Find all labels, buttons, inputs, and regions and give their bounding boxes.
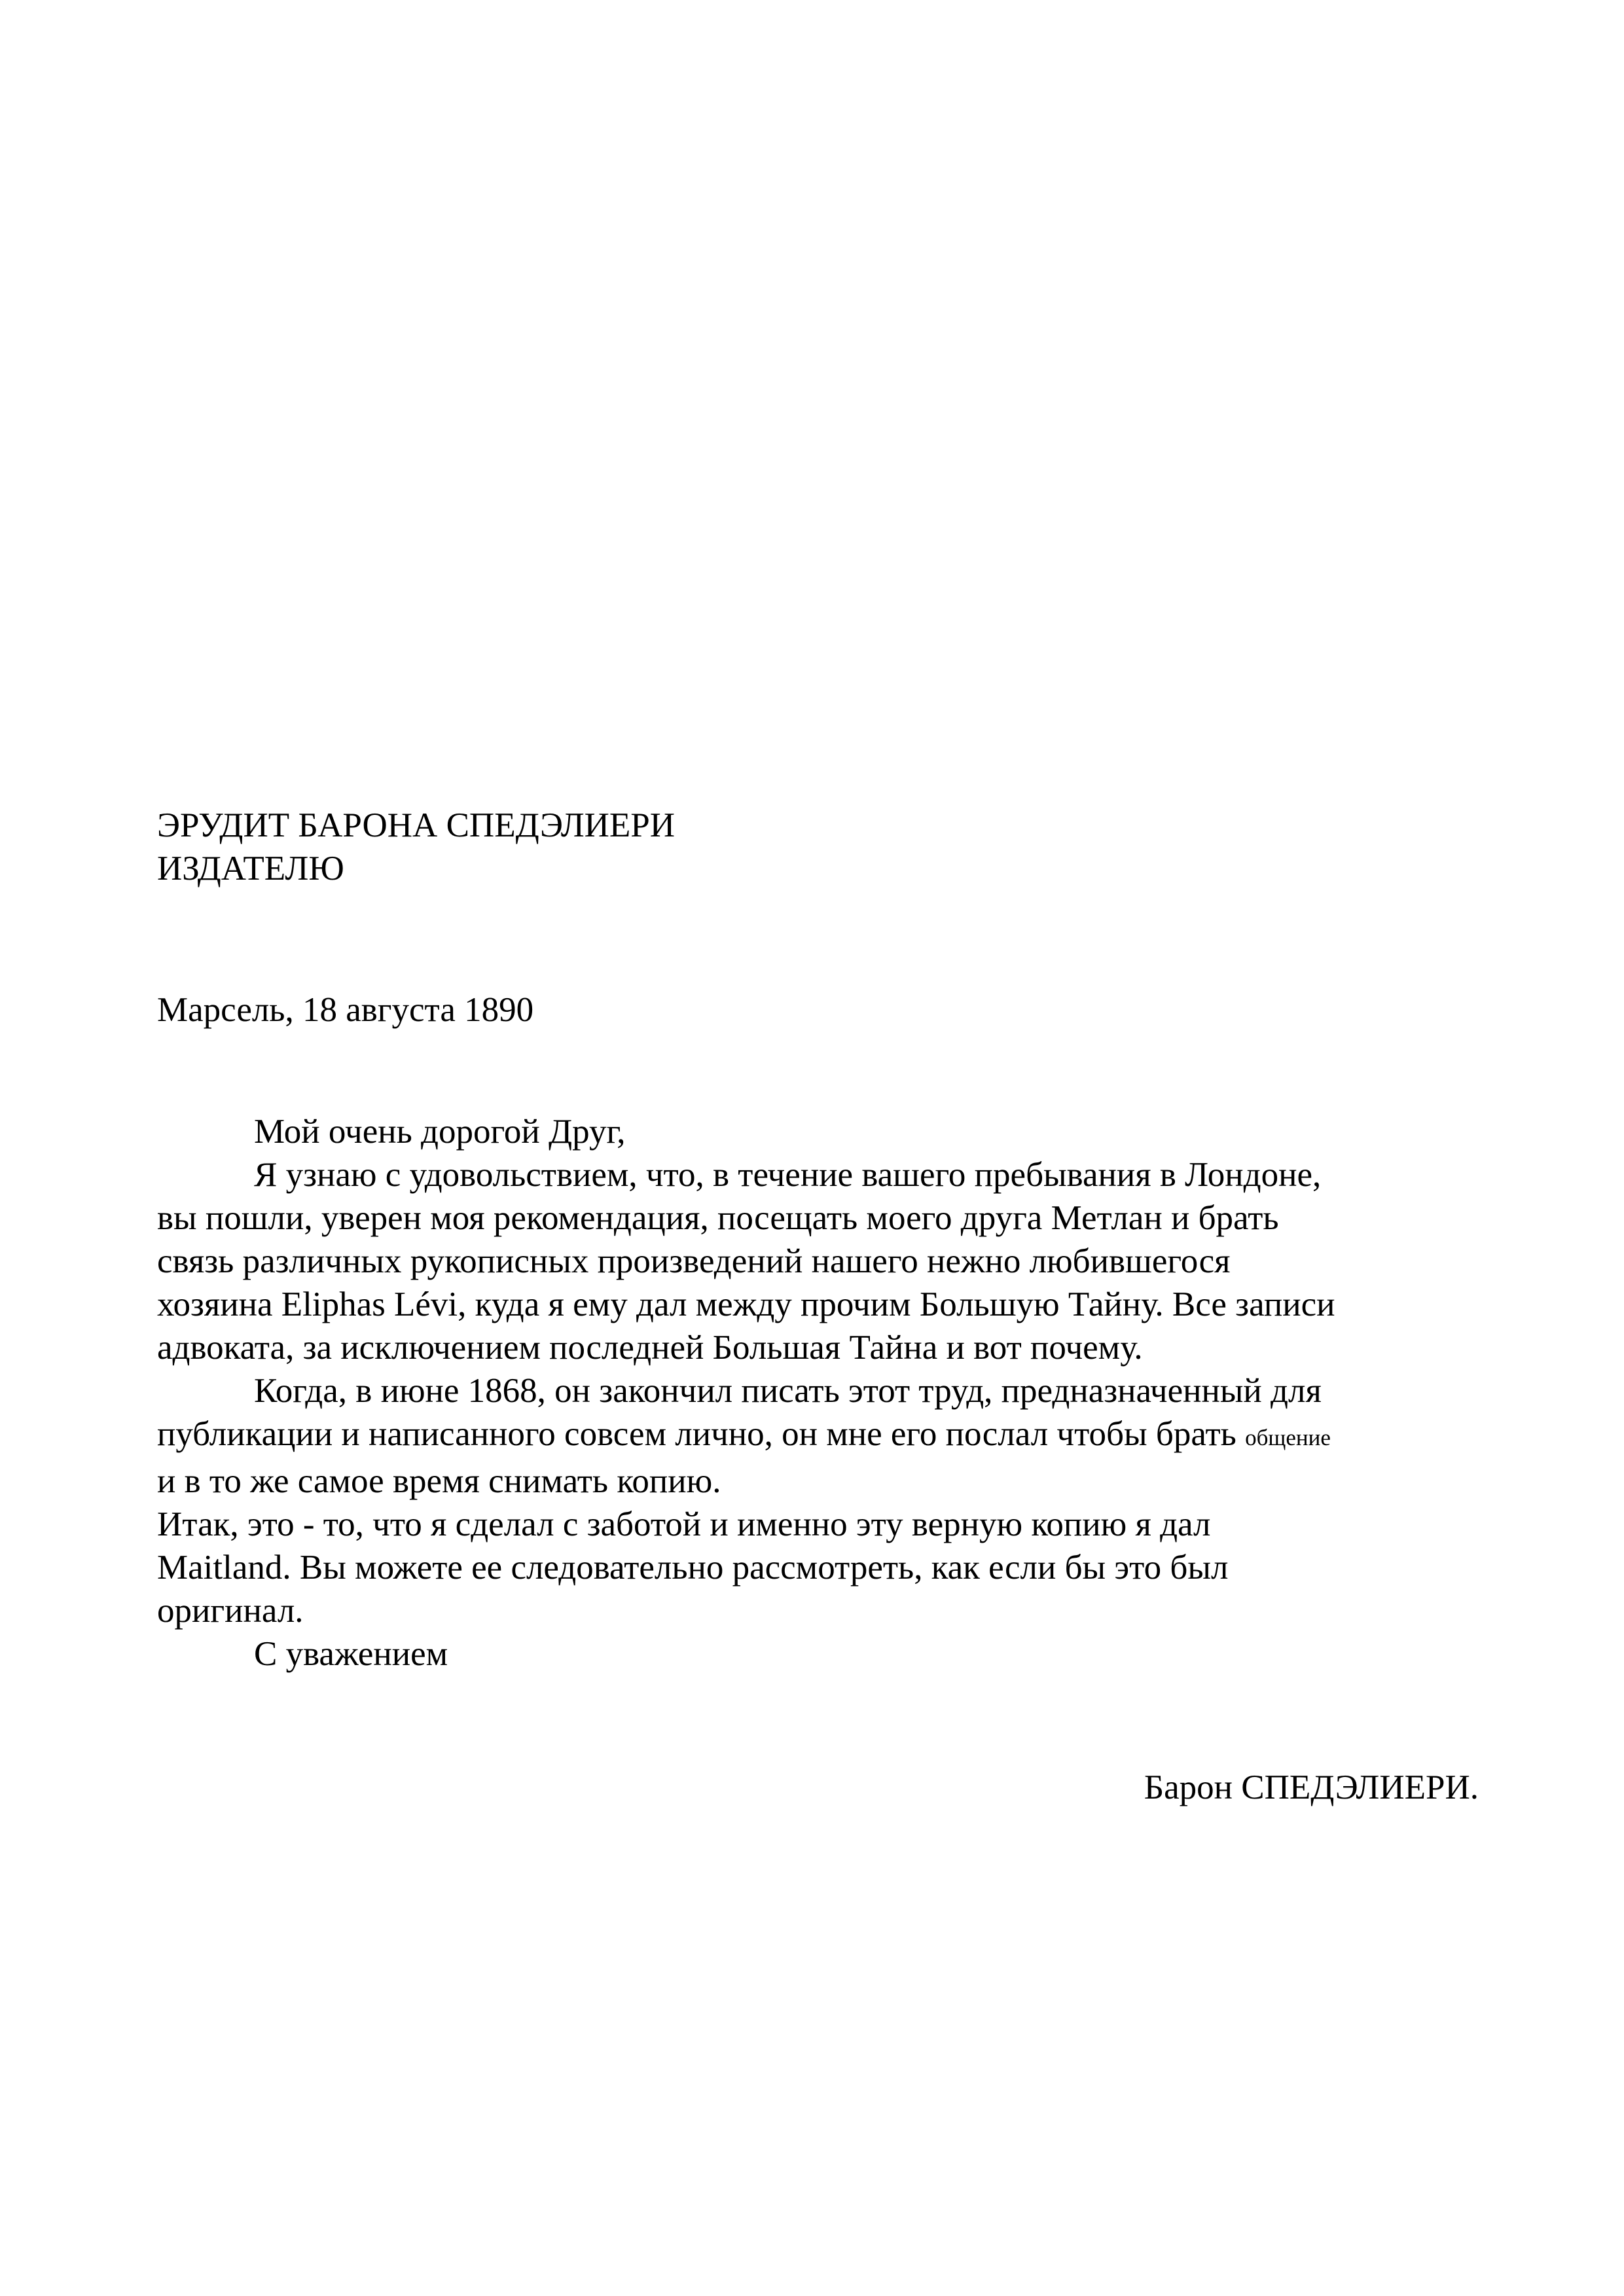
- letter-body: [157, 1110, 1479, 1676]
- paragraph-3-line-1: Итак, это - то, что я сделал с заботой и именно эту верную копию я дал: [157, 1505, 1211, 1543]
- paragraph-3-line-2: Maitland. Вы можете ее следовательно рассмотреть, как если бы это был: [157, 1549, 1229, 1587]
- paragraph-2-small-word: общение: [1245, 1425, 1331, 1450]
- paragraph-3-line-3: оригинал.: [157, 1592, 304, 1630]
- heading-line-2: ИЗДАТЕЛЮ: [157, 850, 344, 888]
- paragraph-2-line-2-main: публикации и написанного совсем лично, он мне его послал чтобы брать: [157, 1415, 1236, 1453]
- paragraph-2-line-1: Когда, в июне 1868, он закончил писать этот труд, предназначенный для: [254, 1372, 1322, 1410]
- closing: С уважением: [254, 1635, 448, 1673]
- paragraph-1-line-5: адвоката, за исключением последней Большая Тайна и вот почему.: [157, 1329, 1143, 1367]
- letter-heading: [157, 804, 675, 890]
- paragraph-1-line-2: вы пошли, уверен моя рекомендация, посещать моего друга Метлан и брать: [157, 1199, 1279, 1237]
- greeting: Мой очень дорогой Друг,: [254, 1113, 626, 1151]
- signature: Барон СПЕДЭЛИЕРИ.: [1144, 1768, 1479, 1806]
- dateline: Марсель, 18 августа 1890: [157, 991, 534, 1029]
- paragraph-1-line-4: хозяина Eliphas Lévi, куда я ему дал между прочим Большую Тайну. Все записи: [157, 1285, 1335, 1323]
- paragraph-1-line-3: связь различных рукописных произведений нашего нежно любившегося: [157, 1242, 1231, 1280]
- paragraph-2-line-3: и в то же самое время снимать копию.: [157, 1462, 721, 1500]
- paragraph-2-line-2: [157, 1412, 1479, 1460]
- heading-line-1: ЭРУДИТ БАРОНА СПЕДЭЛИЕРИ: [157, 806, 676, 844]
- paragraph-1-line-1: Я узнаю с удовольствием, что, в течение вашего пребывания в Лондоне,: [254, 1156, 1322, 1194]
